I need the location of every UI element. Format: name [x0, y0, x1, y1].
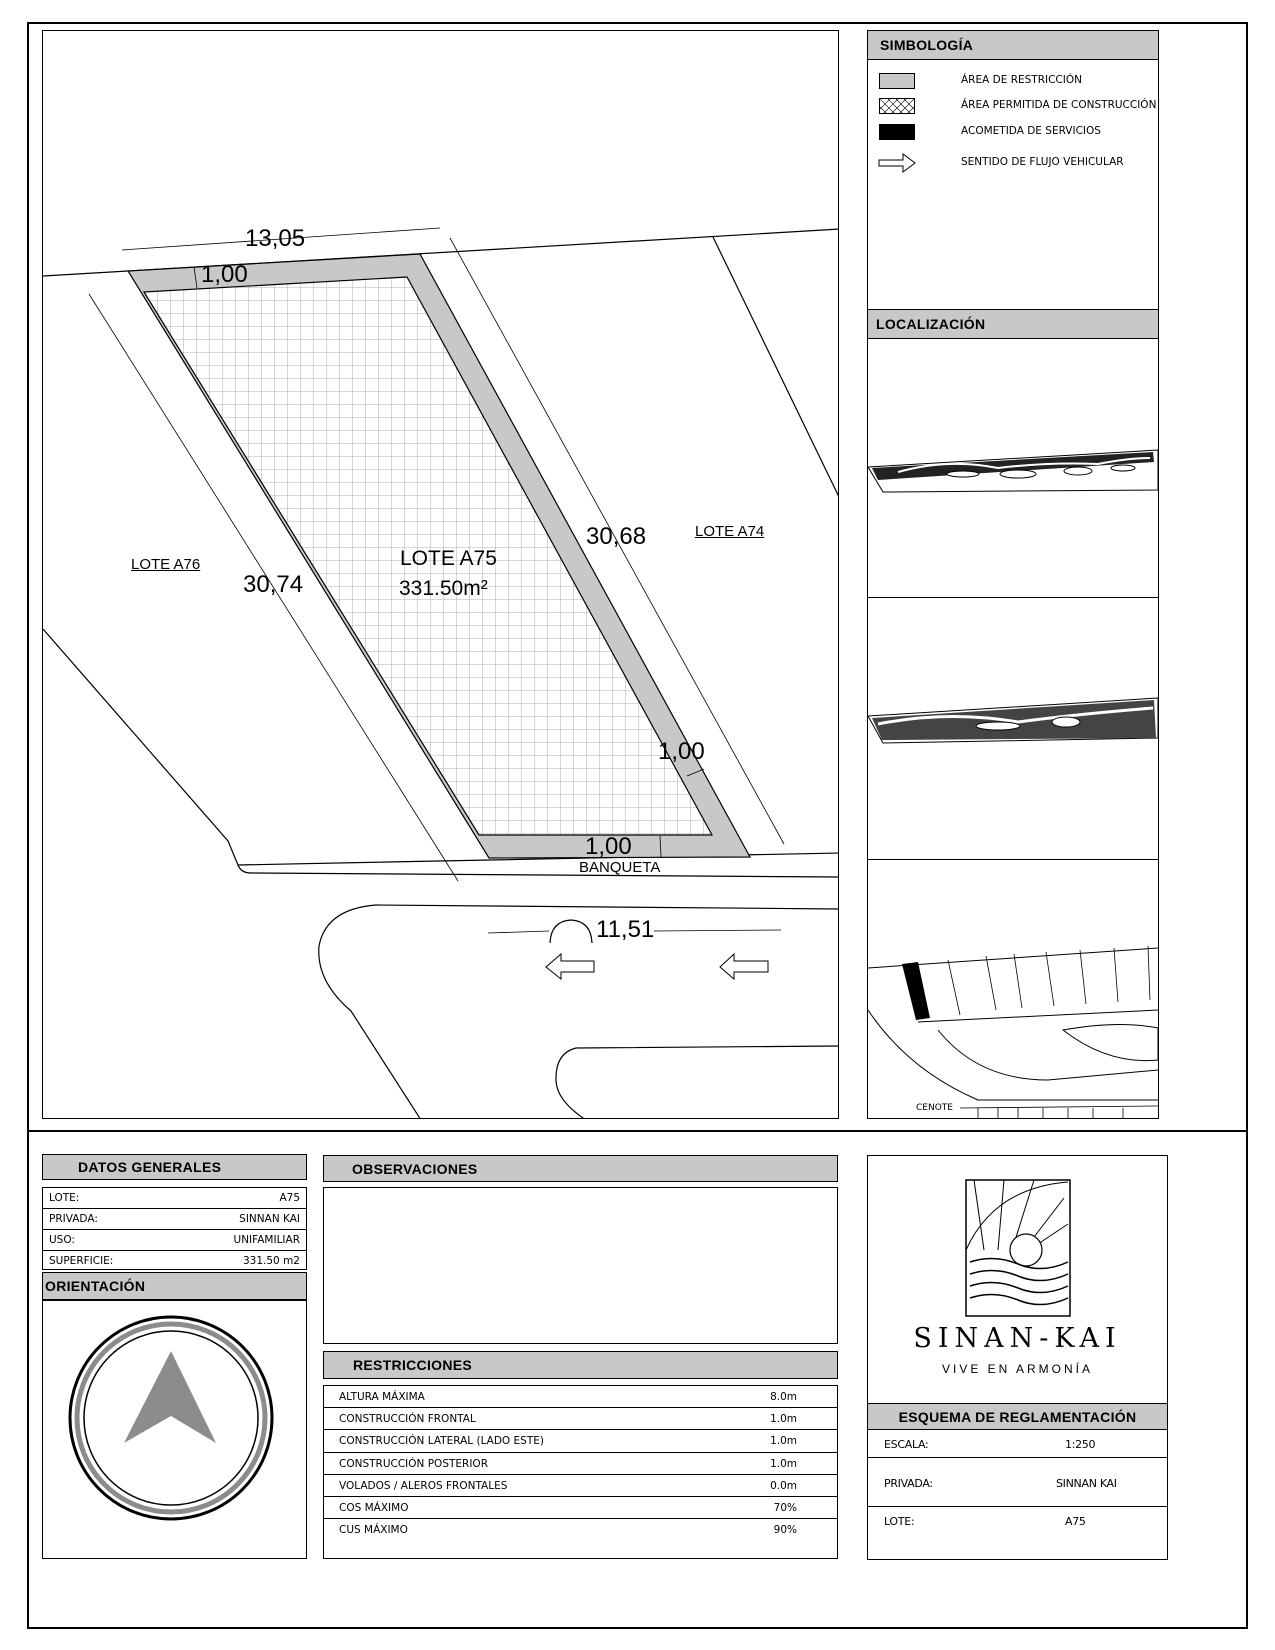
restriction-label: VOLADOS / ALEROS FRONTALES	[339, 1479, 508, 1492]
restriction-value: 1.0m	[770, 1435, 797, 1447]
restriction-swatch	[879, 73, 915, 89]
general-row-value: A75	[279, 1192, 300, 1204]
scheme-label: ESCALA:	[884, 1438, 929, 1451]
road-island-right	[556, 1046, 839, 1119]
location-map-3	[868, 860, 1158, 1118]
scheme-value: SINNAN KAI	[1056, 1477, 1117, 1490]
restriction-label: ALTURA MÁXIMA	[339, 1390, 425, 1403]
dim-left: 30,74	[243, 571, 304, 598]
dim-street: 11,51	[596, 916, 655, 943]
dim-top-setback: 1,00	[201, 261, 248, 288]
sidewalk-lower	[238, 865, 839, 877]
scheme-row-private	[867, 1458, 1168, 1507]
location-map-2	[868, 598, 1158, 859]
cenote-label: CENOTE	[916, 1103, 953, 1113]
restriction-value: 1.0m	[770, 1457, 797, 1470]
restriction-label: CONSTRUCCIÓN POSTERIOR	[339, 1457, 488, 1470]
plan-panel	[42, 30, 839, 1119]
lot-a74-boundary	[713, 237, 839, 499]
location-title: LOCALIZACIÓN	[867, 309, 1159, 339]
cul-de-sac-arc	[550, 920, 592, 943]
restriction-row	[324, 1408, 837, 1430]
scheme-value: 1:250	[1065, 1438, 1096, 1451]
dim-bottom-setback: 1,00	[585, 833, 632, 860]
restriction-row	[324, 1430, 837, 1453]
restriction-label: CONSTRUCCIÓN FRONTAL	[339, 1412, 476, 1425]
neighbor-left-label: LOTE A76	[131, 556, 201, 573]
legend-label-services: ACOMETIDA DE SERVICIOS	[961, 125, 1101, 137]
scheme-row-scale	[867, 1430, 1168, 1458]
legend-label-restriction: ÁREA DE RESTRICCIÓN	[961, 74, 1082, 86]
scheme-label: PRIVADA:	[884, 1477, 933, 1490]
restrictions-table	[323, 1385, 838, 1559]
restriction-row	[324, 1386, 837, 1408]
restriction-row	[324, 1519, 837, 1540]
restriction-row	[324, 1475, 837, 1497]
lot-plan-drawing	[43, 31, 839, 1119]
general-row-label: USO:	[49, 1234, 75, 1246]
location-map-1	[868, 340, 1158, 597]
sheet-divider	[27, 1130, 1248, 1132]
legend-title: SIMBOLOGÍA	[867, 30, 1159, 60]
orientation-title: ORIENTACIÓN	[42, 1272, 307, 1300]
restrictions-title: RESTRICCIONES	[323, 1351, 838, 1379]
road-island-left	[319, 905, 839, 1119]
sidewalk-label: BANQUETA	[579, 859, 661, 876]
restriction-label: CONSTRUCCIÓN LATERAL (LADO ESTE)	[339, 1435, 544, 1447]
scheme-value: A75	[1065, 1515, 1086, 1528]
brand-name: SINAN-KAI	[913, 1323, 1122, 1354]
neighbor-right-label: LOTE A74	[695, 523, 765, 540]
restriction-row	[324, 1453, 837, 1475]
flow-arrow-2	[720, 954, 768, 979]
general-table	[42, 1187, 307, 1270]
arrow-icon	[877, 152, 917, 174]
general-row-value: UNIFAMILIAR	[233, 1234, 300, 1246]
observations-box	[323, 1187, 838, 1344]
scheme-title: ESQUEMA DE REGLAMENTACIÓN	[867, 1403, 1168, 1430]
restriction-label: CUS MÁXIMO	[339, 1523, 408, 1536]
general-row-label: PRIVADA:	[49, 1213, 98, 1225]
flow-arrow-1	[546, 954, 594, 979]
sinan-kai-logo-icon	[964, 1178, 1072, 1318]
black-swatch	[879, 124, 915, 140]
general-title: DATOS GENERALES	[42, 1154, 307, 1180]
lot-name: LOTE A75	[400, 547, 497, 570]
general-row-lot	[43, 1188, 306, 1209]
brand-tagline: VIVE EN ARMONÍA	[941, 1362, 1094, 1376]
lot-area: 331.50m²	[399, 577, 488, 600]
restriction-label: COS MÁXIMO	[339, 1501, 409, 1514]
general-row-value: SINNAN KAI	[239, 1213, 300, 1225]
restriction-row	[324, 1497, 837, 1519]
restriction-value: 8.0m	[770, 1390, 797, 1403]
restriction-value: 1.0m	[770, 1412, 797, 1425]
legend-label-flow: SENTIDO DE FLUJO VEHICULAR	[961, 156, 1124, 168]
observations-title: OBSERVACIONES	[323, 1155, 838, 1182]
scheme-label: LOTE:	[884, 1515, 915, 1528]
scheme-row-lot	[867, 1507, 1168, 1559]
legend-label-buildable: ÁREA PERMITIDA DE CONSTRUCCIÓN	[961, 99, 1157, 111]
general-row-area	[43, 1251, 306, 1271]
restriction-value: 90%	[773, 1523, 797, 1536]
north-arrow-icon	[66, 1313, 276, 1523]
general-row-label: LOTE:	[49, 1192, 80, 1204]
general-row-private	[43, 1209, 306, 1230]
general-row-label: SUPERFICIE:	[49, 1255, 114, 1267]
restriction-value: 70%	[773, 1501, 797, 1514]
dim-top: 13,05	[245, 225, 306, 252]
dim-right: 30,68	[586, 523, 647, 550]
general-row-use	[43, 1230, 306, 1251]
restriction-value: 0.0m	[770, 1479, 797, 1492]
crosshatch-swatch	[879, 98, 915, 114]
dim-right-setback: 1,00	[658, 738, 705, 765]
general-row-value: 331.50 m2	[243, 1255, 300, 1267]
